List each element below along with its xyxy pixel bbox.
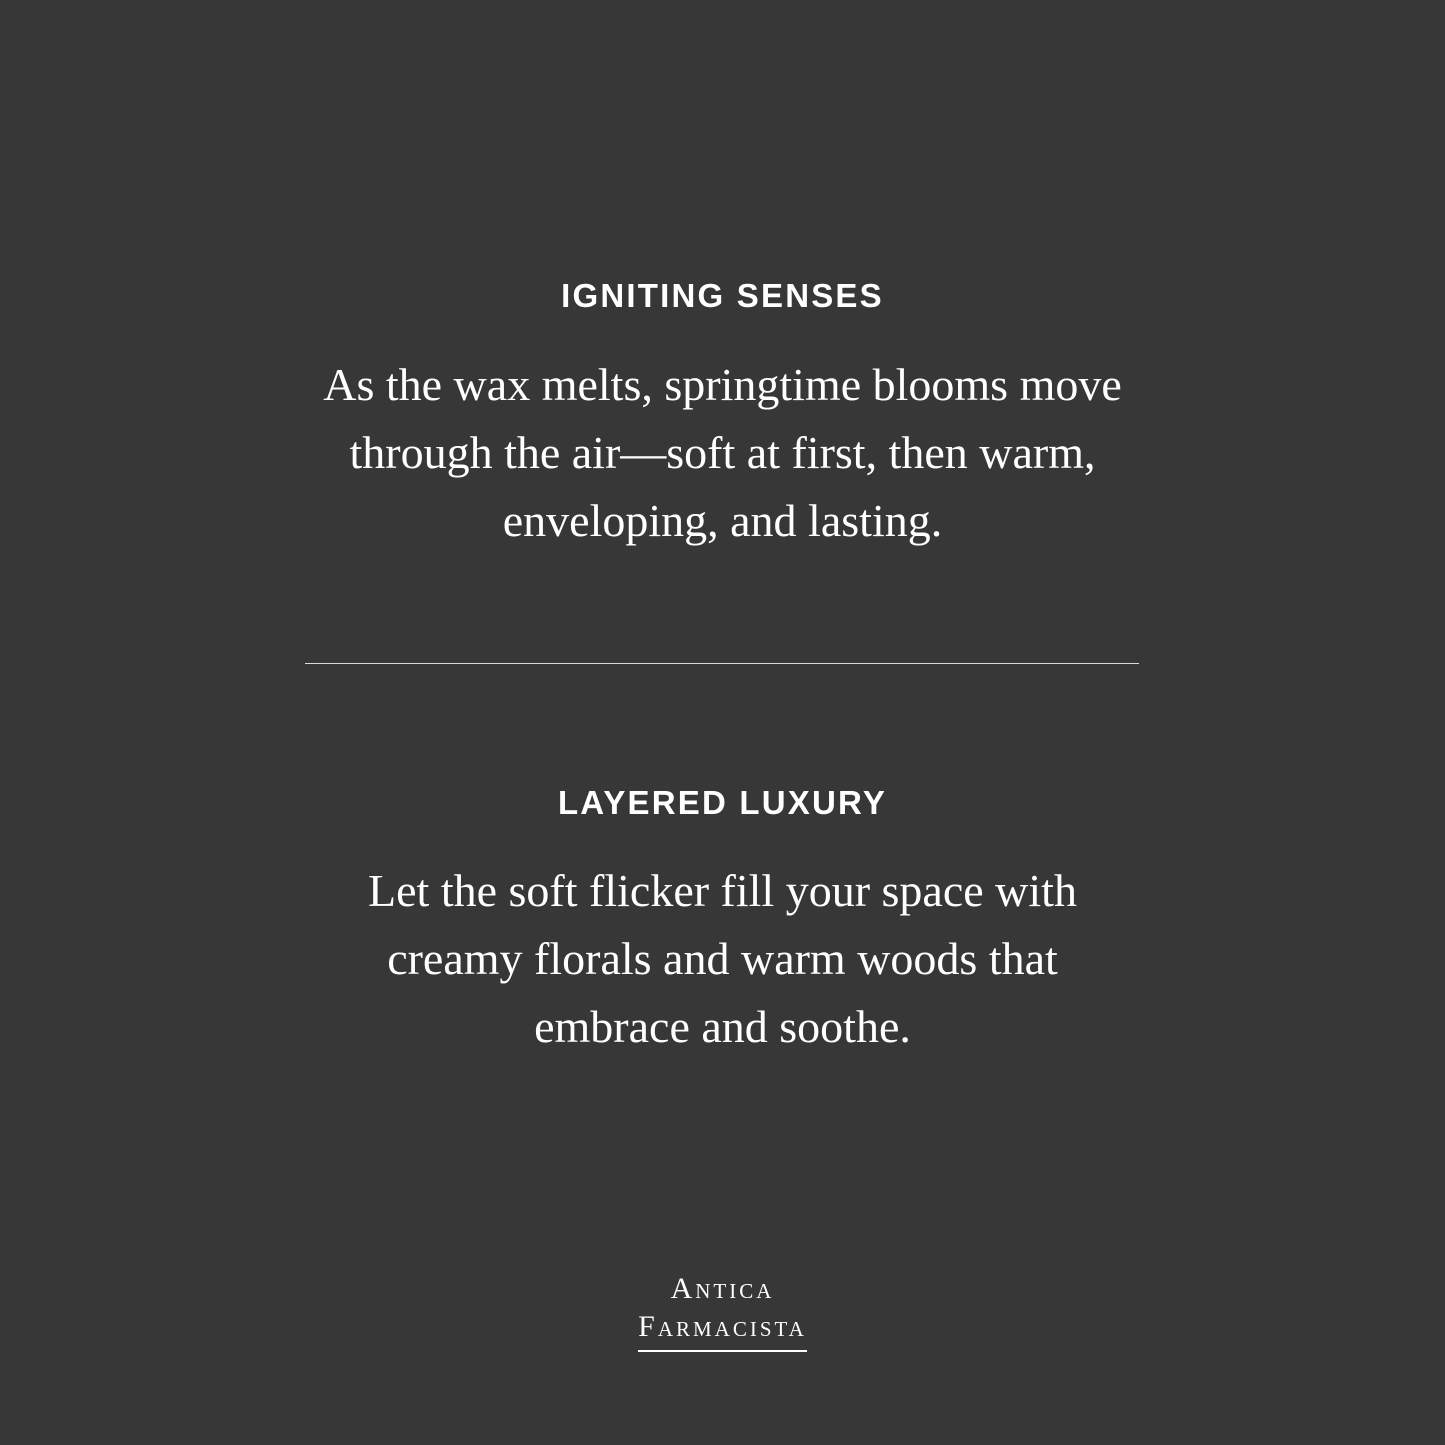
brand-logo (0, 1270, 1445, 1352)
brand-logo-line-2: Farmacista (638, 1310, 807, 1343)
section-heading: LAYERED LUXURY (557, 784, 888, 821)
section-body-text: Let the soft flicker fill your space with creamy florals and warm woods that embrace and soothe. (368, 865, 1077, 1052)
section-igniting-senses-body (0, 351, 1445, 555)
brand-logo-line-1: Antica (670, 1272, 775, 1305)
brand-logo-wordmark (638, 1270, 807, 1352)
section-layered-luxury-body (0, 857, 1445, 1061)
section-igniting-senses-heading (0, 276, 1445, 316)
section-heading: IGNITING SENSES (561, 277, 884, 314)
section-body-text: As the wax melts, springtime blooms move through the air—soft at first, then warm, enveloping, and lasting. (323, 359, 1122, 546)
section-layered-luxury-heading (0, 783, 1445, 823)
section-divider (305, 663, 1139, 664)
